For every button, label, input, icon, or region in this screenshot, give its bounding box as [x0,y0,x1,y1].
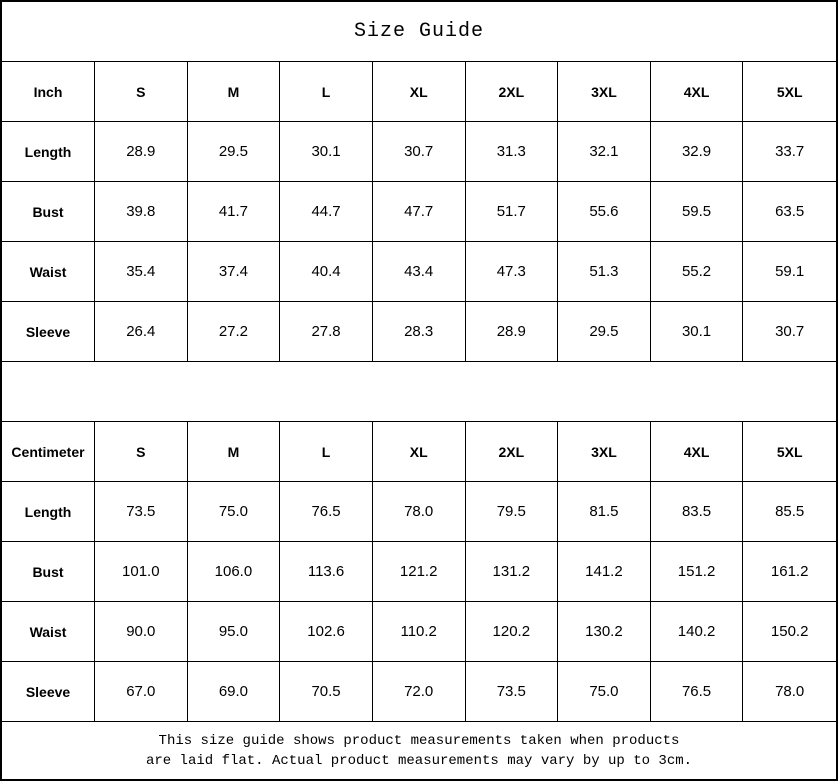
row-label-cell: Sleeve [2,662,95,722]
value-cell: 78.0 [743,662,836,722]
value-cell: 120.2 [466,602,559,662]
value-cell: 30.7 [373,122,466,182]
value-cell: 79.5 [466,482,559,542]
value-cell: 73.5 [95,482,188,542]
value-cell: 95.0 [188,602,281,662]
size-header-cell: 2XL [466,422,559,482]
row-label-cell: Waist [2,242,95,302]
value-cell: 28.9 [466,302,559,362]
size-header-cell: 5XL [743,62,836,122]
value-cell: 90.0 [95,602,188,662]
value-cell: 43.4 [373,242,466,302]
value-cell: 76.5 [651,662,744,722]
value-cell: 75.0 [558,662,651,722]
size-header-cell: 4XL [651,62,744,122]
size-header-cell: 5XL [743,422,836,482]
value-cell: 32.9 [651,122,744,182]
value-cell: 30.7 [743,302,836,362]
row-label-cell: Length [2,482,95,542]
value-cell: 63.5 [743,182,836,242]
footer-note [2,722,836,779]
size-header-cell: M [188,62,281,122]
inch-table [2,62,836,362]
unit-label-cell: Inch [2,62,95,122]
value-cell: 44.7 [280,182,373,242]
row-label-cell: Length [2,122,95,182]
value-cell: 30.1 [651,302,744,362]
value-cell: 161.2 [743,542,836,602]
size-header-cell: 3XL [558,62,651,122]
value-cell: 47.7 [373,182,466,242]
value-cell: 140.2 [651,602,744,662]
value-cell: 76.5 [280,482,373,542]
value-cell: 29.5 [558,302,651,362]
value-cell: 51.3 [558,242,651,302]
unit-label-cell: Centimeter [2,422,95,482]
size-header-cell: L [280,422,373,482]
footer-line-2: are laid flat. Actual product measurements may vary by up to 3cm. [145,752,693,769]
value-cell: 101.0 [95,542,188,602]
size-header-cell: S [95,422,188,482]
centimeter-table [2,422,836,722]
value-cell: 39.8 [95,182,188,242]
value-cell: 28.3 [373,302,466,362]
value-cell: 31.3 [466,122,559,182]
value-cell: 67.0 [95,662,188,722]
value-cell: 55.6 [558,182,651,242]
size-header-cell: XL [373,62,466,122]
value-cell: 70.5 [280,662,373,722]
page-title: Size Guide [353,20,485,43]
size-header-cell: 4XL [651,422,744,482]
value-cell: 121.2 [373,542,466,602]
value-cell: 110.2 [373,602,466,662]
value-cell: 33.7 [743,122,836,182]
value-cell: 37.4 [188,242,281,302]
value-cell: 29.5 [188,122,281,182]
value-cell: 27.8 [280,302,373,362]
value-cell: 85.5 [743,482,836,542]
value-cell: 40.4 [280,242,373,302]
value-cell: 47.3 [466,242,559,302]
value-cell: 75.0 [188,482,281,542]
value-cell: 41.7 [188,182,281,242]
value-cell: 150.2 [743,602,836,662]
value-cell: 51.7 [466,182,559,242]
spacer-row [2,362,836,422]
value-cell: 141.2 [558,542,651,602]
size-header-cell: 3XL [558,422,651,482]
value-cell: 83.5 [651,482,744,542]
value-cell: 81.5 [558,482,651,542]
value-cell: 28.9 [95,122,188,182]
row-label-cell: Bust [2,542,95,602]
value-cell: 78.0 [373,482,466,542]
size-header-cell: XL [373,422,466,482]
title-row [2,2,836,62]
size-header-cell: 2XL [466,62,559,122]
row-label-cell: Sleeve [2,302,95,362]
value-cell: 113.6 [280,542,373,602]
value-cell: 26.4 [95,302,188,362]
value-cell: 32.1 [558,122,651,182]
value-cell: 35.4 [95,242,188,302]
footer-line-1: This size guide shows product measurements taken when products [158,732,680,749]
value-cell: 55.2 [651,242,744,302]
value-cell: 102.6 [280,602,373,662]
value-cell: 73.5 [466,662,559,722]
value-cell: 59.1 [743,242,836,302]
size-header-cell: S [95,62,188,122]
value-cell: 151.2 [651,542,744,602]
row-label-cell: Waist [2,602,95,662]
size-header-cell: L [280,62,373,122]
value-cell: 72.0 [373,662,466,722]
value-cell: 30.1 [280,122,373,182]
row-label-cell: Bust [2,182,95,242]
size-header-cell: M [188,422,281,482]
value-cell: 69.0 [188,662,281,722]
value-cell: 131.2 [466,542,559,602]
value-cell: 27.2 [188,302,281,362]
value-cell: 130.2 [558,602,651,662]
value-cell: 59.5 [651,182,744,242]
value-cell: 106.0 [188,542,281,602]
